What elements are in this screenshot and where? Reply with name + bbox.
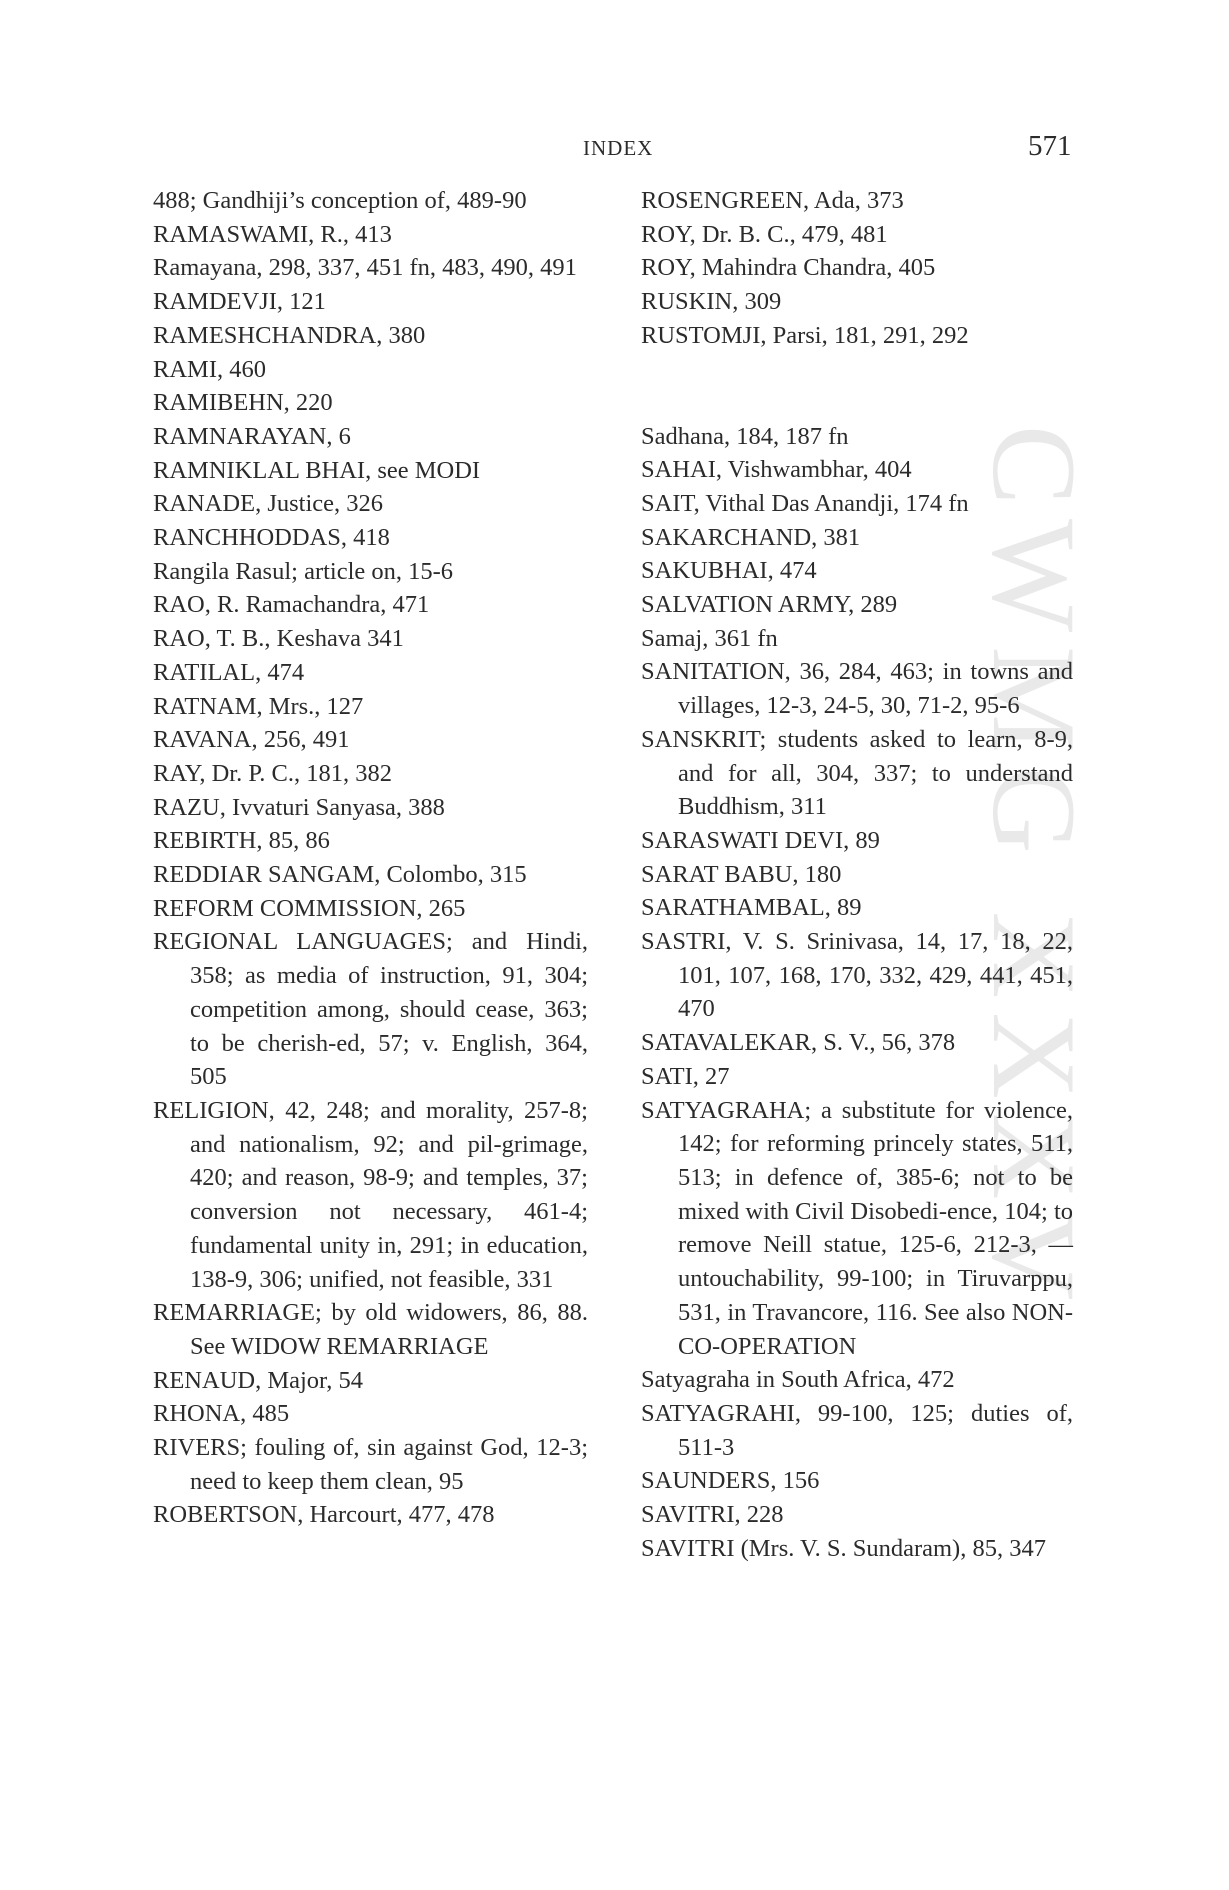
index-entry: RAO, T. B., Keshava 341 [153,625,404,653]
index-entry: REMARRIAGE; by old widowers, 86, 88. See WIDOW REMARRIAGE [153,1299,588,1360]
index-entry: ROBERTSON, Harcourt, 477, 478 [153,1501,495,1529]
index-entry: RATNAM, Mrs., 127 [153,692,364,720]
index-entry: RELIGION, 42, 248; and morality, 257-8; and nationalism, 92; and pil-grimage, 420; and reason, 98-9; and temples, 37; conversion not necessary, 461-4; fundamental unity in, 291; in education, 138-9, 306; unified, not feasible, 331 [153,1096,588,1293]
index-entry: RIVERS; fouling of, sin against God, 12-3; need to keep them clean, 95 [153,1434,588,1495]
index-entry: 488; Gandhiji’s conception of, 489-90 [153,187,527,214]
index-entry: SAVITRI, 228 [641,1501,784,1529]
index-entry: REBIRTH, 85, 86 [153,827,330,855]
index-entry: REFORM COMMISSION, 265 [153,894,466,922]
index-entry: RENAUD, Major, 54 [153,1366,363,1394]
index-entry: SARAT BABU, 180 [641,860,842,888]
index-entry: RAMI, 460 [153,355,266,383]
index-entry: RUSKIN, 309 [641,288,782,316]
index-entry: SANSKRIT; students asked to learn, 8-9, and for all, 304, 337; to understand Buddhism, 311 [641,725,1073,821]
index-entry: SAKARCHAND, 381 [641,523,861,551]
watermark-text: CWMG XXXV [968,425,1101,1315]
index-entry: SALVATION ARMY, 289 [641,591,898,619]
index-entry: SATAVALEKAR, S. V., 56, 378 [641,1029,956,1057]
index-entry: RAO, R. Ramachandra, 471 [153,591,430,619]
index-entry: Samaj, 361 fn [641,624,778,652]
index-entry: RANCHHODDAS, 418 [153,524,390,552]
section-gap [641,353,1073,420]
index-entry: SARATHAMBAL, 89 [641,894,862,922]
index-entry: RAMIBEHN, 220 [153,389,333,417]
index-entry: SARASWATI DEVI, 89 [641,826,880,854]
index-entry: RATILAL, 474 [153,658,305,686]
index-entry: Sadhana, 184, 187 fn [641,422,849,450]
index-entry: RUSTOMJI, Parsi, 181, 291, 292 [641,321,969,349]
index-entry: SAIT, Vithal Das Anandji, 174 fn [641,489,969,517]
index-entry: RAY, Dr. P. C., 181, 382 [153,759,392,787]
index-entry: SAVITRI (Mrs. V. S. Sundaram), 85, 347 [641,1534,1046,1562]
index-entry: REGIONAL LANGUAGES; and Hindi, 358; as media of instruction, 91, 304; competition among, should cease, 363; to be cherish-ed, 57; v. English, 364, 505 [153,928,588,1091]
index-entry: SATI, 27 [641,1062,730,1090]
index-entry: SANITATION, 36, 284, 463; in towns and villages, 12-3, 24-5, 30, 71-2, 95-6 [641,658,1073,720]
index-entry: RAMNIKLAL BHAI, see MODI [153,456,481,484]
index-column-right [641,184,1073,1565]
index-entry: RAVANA, 256, 491 [153,726,350,754]
index-entry: SATYAGRAHA; a substitute for violence, 142; for reforming princely states, 511, 513; in defence of, 385-6; not to be mixed with Civil Disobedi-ence, 104; to remove Neill statue, 125-6, 212-3, —untouchability, 99-100; in Tiruvarppu, 531, in Travancore, 116. See also NON-CO-OPERATION [641,1096,1073,1360]
index-entry: ROY, Mahindra Chandra, 405 [641,254,936,282]
index-entry: Ramayana, 298, 337, 451 fn, 483, 490, 491 [153,254,577,282]
index-column-left [153,184,588,1532]
index-entry: Rangila Rasul; article on, 15-6 [153,557,454,585]
index-entry: SATYAGRAHI, 99-100, 125; duties of, 511-3 [641,1399,1073,1461]
index-entry: RANADE, Justice, 326 [153,490,384,518]
index-entry: Satyagraha in South Africa, 472 [641,1366,955,1394]
index-entry: RAMASWAMI, R., 413 [153,220,392,248]
index-entry: ROSENGREEN, Ada, 373 [641,187,904,214]
index-entry: SAKUBHAI, 474 [641,557,817,585]
index-entry: RAMNARAYAN, 6 [153,422,351,450]
index-entry: SAUNDERS, 156 [641,1467,820,1495]
index-entry: RAMESHCHANDRA, 380 [153,321,426,349]
index-entry: REDDIAR SANGAM, Colombo, 315 [153,861,527,889]
index-entry: RAMDEVJI, 121 [153,288,326,316]
index-entry: SAHAI, Vishwambhar, 404 [641,456,912,484]
index-entry: ROY, Dr. B. C., 479, 481 [641,220,888,248]
index-entry: RHONA, 485 [153,1400,290,1428]
index-entry: RAZU, Ivvaturi Sanyasa, 388 [153,793,445,821]
header-title: INDEX [583,136,654,160]
page-number: 571 [1028,130,1072,162]
index-entry: SASTRI, V. S. Srinivasa, 14, 17, 18, 22, 101, 107, 168, 170, 332, 429, 441, 451, 470 [641,928,1073,1023]
